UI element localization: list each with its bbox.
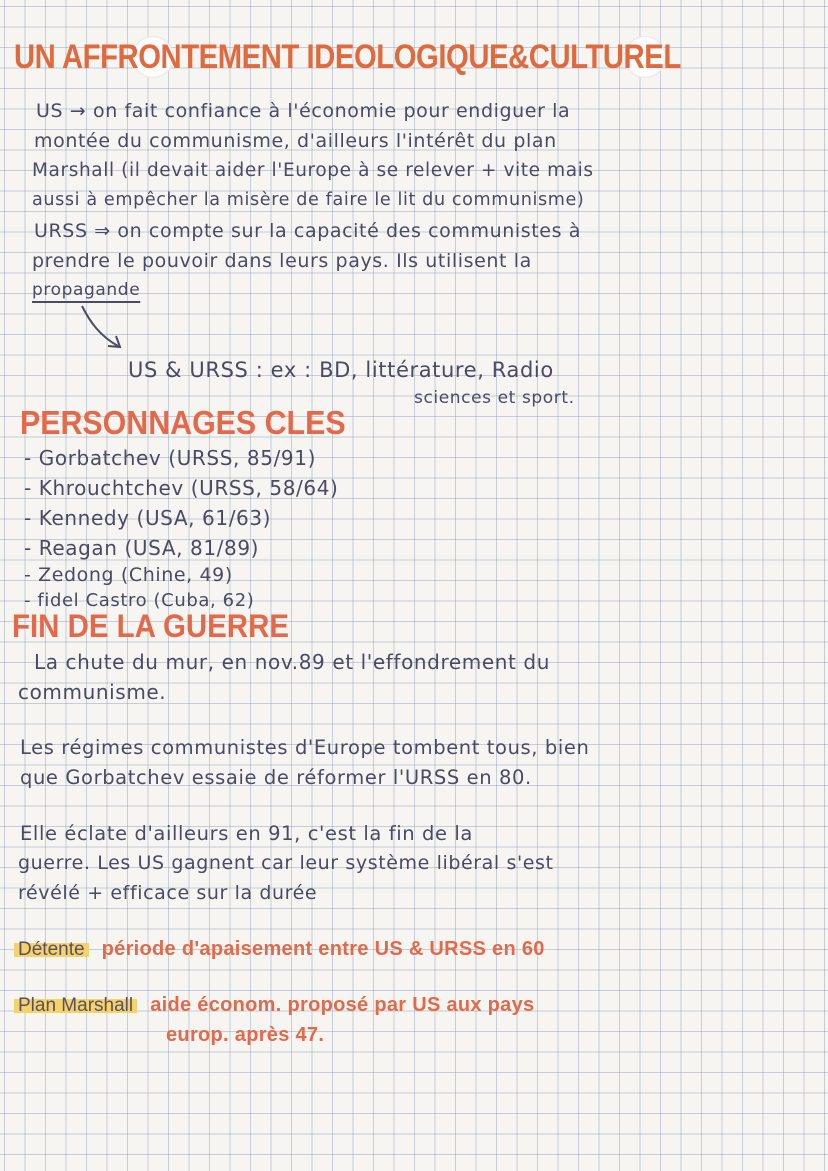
list-item: - Zedong (Chine, 49) <box>24 564 233 586</box>
paragraph-line: que Gorbatchev essaie de réformer l'URSS en 80. <box>20 766 532 789</box>
list-item: - Reagan (USA, 81/89) <box>24 536 260 560</box>
section-heading-personnages: PERSONNAGES CLES <box>20 404 346 441</box>
paragraph-line: guerre. Les US gagnent car leur système libéral s'est <box>18 852 554 874</box>
definition-term: Plan Marshall <box>14 995 137 1016</box>
examples-line-cont: sciences et sport. <box>414 388 575 408</box>
list-item: - Khrouchtchev (URSS, 58/64) <box>24 476 339 500</box>
intro-line: prendre le pouvoir dans leurs pays. Ils utilisent la <box>32 250 532 272</box>
paragraph-line: Les régimes communistes d'Europe tombent tous, bien <box>20 736 590 759</box>
list-item: - fidel Castro (Cuba, 62) <box>24 590 255 611</box>
section-heading-fin: FIN DE LA GUERRE <box>12 608 289 644</box>
intro-line: montée du communisme, d'ailleurs l'intérêt du plan <box>34 130 557 152</box>
intro-line: US → on fait confiance à l'économie pour endiguer la <box>36 100 571 122</box>
intro-line: URSS ⇒ on compte sur la capacité des communistes à <box>34 220 581 242</box>
intro-line: aussi à empêcher la misère de faire le lit du communisme) <box>32 190 585 210</box>
intro-line: Marshall (il devait aider l'Europe à se relever + vite mais <box>32 160 594 181</box>
paragraph-line: révélé + efficace sur la durée <box>18 882 318 904</box>
paragraph-line: La chute du mur, en nov.89 et l'effondrement du <box>34 650 551 674</box>
arrow-down-right-icon <box>78 302 138 352</box>
paragraph-line: communisme. <box>18 680 167 704</box>
intro-line: propagande <box>32 280 141 300</box>
definition-text: période d'apaisement entre US & URSS en 60 <box>101 938 545 960</box>
definition-row <box>14 994 534 1017</box>
list-item: - Kennedy (USA, 61/63) <box>24 506 272 530</box>
definition-row <box>14 938 545 961</box>
examples-line: US & URSS : ex : BD, littérature, Radio <box>128 358 554 382</box>
list-item: - Gorbatchev (URSS, 85/91) <box>24 446 316 470</box>
page-title: UN AFFRONTEMENT IDEOLOGIQUE&CULTUREL <box>14 38 681 76</box>
definition-text: aide économ. proposé par US aux pays <box>150 994 535 1016</box>
paragraph-line: Elle éclate d'ailleurs en 91, c'est la fin de la <box>20 822 473 845</box>
definition-text-cont: europ. après 47. <box>166 1024 325 1046</box>
definition-term: Détente <box>14 939 89 960</box>
